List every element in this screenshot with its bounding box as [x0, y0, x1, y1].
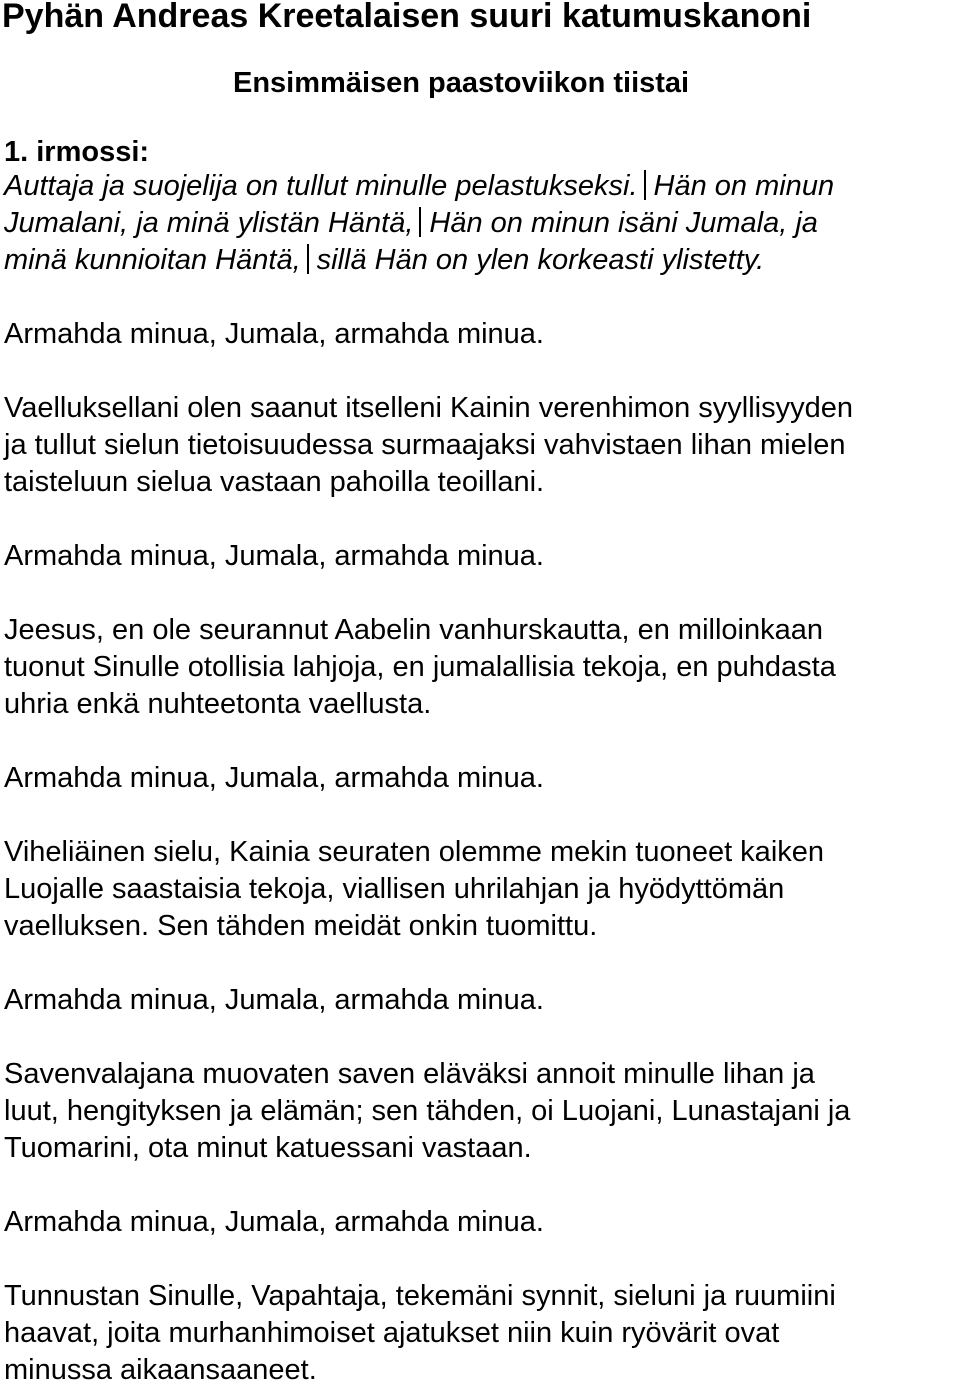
troparion	[4, 612, 954, 723]
troparion-line: minussa aikaansaaneet.	[4, 1354, 317, 1386]
division-mark	[419, 207, 421, 237]
troparion-line: tuonut Sinulle otollisia lahjoja, en jumalallisia tekoja, en puhdasta	[4, 651, 836, 683]
troparion	[4, 1056, 954, 1167]
troparion-line: uhria enkä nuhteetonta vaellusta.	[4, 688, 432, 720]
irmos-heading: 1. irmossi:	[4, 136, 150, 168]
document-title: Pyhän Andreas Kreetalaisen suuri katumuskanoni	[2, 0, 812, 35]
division-mark	[307, 244, 309, 274]
irmos-text	[4, 168, 954, 279]
irmos-line-part: Hän on minun	[653, 170, 835, 202]
refrain: Armahda minua, Jumala, armahda minua.	[4, 984, 544, 1016]
troparion-line: Savenvalajana muovaten saven eläväksi annoit minulle lihan ja	[4, 1058, 815, 1090]
irmos-line-part: minä kunnioitan Häntä,	[4, 244, 301, 276]
refrain: Armahda minua, Jumala, armahda minua.	[4, 1206, 544, 1238]
troparion	[4, 834, 954, 945]
refrain: Armahda minua, Jumala, armahda minua.	[4, 540, 544, 572]
troparion	[4, 390, 954, 501]
troparion-line: luut, hengityksen ja elämän; sen tähden, oi Luojani, Lunastajani ja	[4, 1095, 851, 1127]
irmos-line	[4, 205, 954, 242]
troparion-line: taisteluun sielua vastaan pahoilla teoillani.	[4, 466, 545, 498]
irmos-line-part: Jumalani, ja minä ylistän Häntä,	[4, 207, 414, 239]
irmos-line-part: Hän on minun isäni Jumala, ja	[429, 207, 818, 239]
troparion-line: Jeesus, en ole seurannut Aabelin vanhurskautta, en milloinkaan	[4, 614, 823, 646]
troparion-line: Tuomarini, ota minut katuessani vastaan.	[4, 1132, 532, 1164]
irmos-line	[4, 168, 954, 205]
troparion-line: Tunnustan Sinulle, Vapahtaja, tekemäni synnit, sieluni ja ruumiini	[4, 1280, 836, 1312]
refrain: Armahda minua, Jumala, armahda minua.	[4, 762, 544, 794]
troparion-line: Luojalle saastaisia tekoja, viallisen uhrilahjan ja hyödyttömän	[4, 873, 785, 905]
troparion-line: ja tullut sielun tietoisuudessa surmaajaksi vahvistaen lihan mielen	[4, 429, 846, 461]
irmos-line-part: sillä Hän on ylen korkeasti ylistetty.	[316, 244, 765, 276]
document-subtitle: Ensimmäisen paastoviikon tiistai	[233, 67, 690, 99]
troparion-line: Vaelluksellani olen saanut itselleni Kainin verenhimon syyllisyyden	[4, 392, 853, 424]
division-mark	[644, 170, 646, 200]
irmos-line-part: Auttaja ja suojelija on tullut minulle pelastukseksi.	[4, 170, 638, 202]
troparion-line: haavat, joita murhanhimoiset ajatukset niin kuin ryövärit ovat	[4, 1317, 780, 1349]
troparion-line: Viheliäinen sielu, Kainia seuraten olemme mekin tuoneet kaiken	[4, 836, 825, 868]
refrain: Armahda minua, Jumala, armahda minua.	[4, 318, 544, 350]
troparion	[4, 1278, 954, 1389]
troparion-line: vaelluksen. Sen tähden meidät onkin tuomittu.	[4, 910, 598, 942]
irmos-line	[4, 242, 954, 279]
